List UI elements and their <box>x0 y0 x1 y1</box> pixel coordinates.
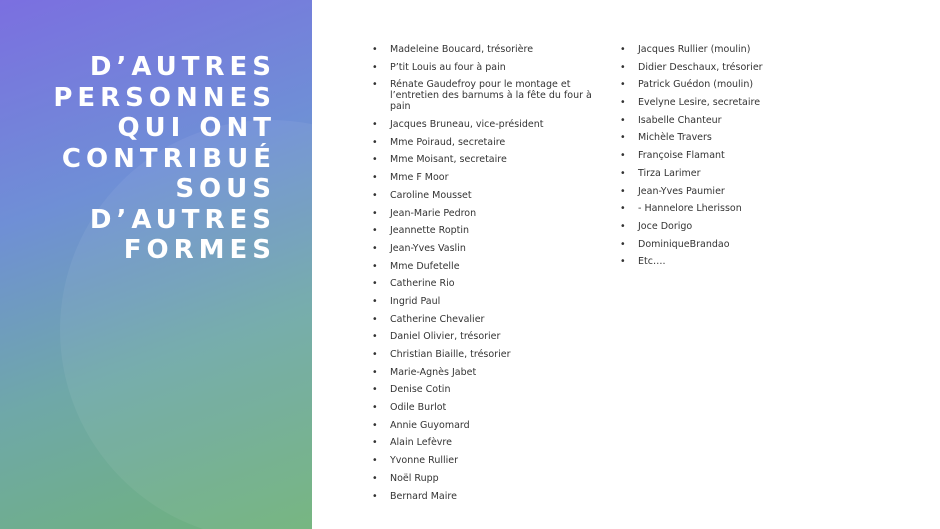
list-item: • Jean-Yves Paumier <box>620 186 820 197</box>
slide-title <box>53 52 276 266</box>
list-item: • Marie-Agnès Jabet <box>372 367 612 378</box>
list-item: • DominiqueBrandao <box>620 239 820 250</box>
list-item: • Bernard Maire <box>372 491 612 502</box>
list-item: • Jeannette Roptin <box>372 225 612 236</box>
list-item: • Michèle Travers <box>620 132 820 143</box>
list-item: • Yvonne Rullier <box>372 455 612 466</box>
title-line: SOUS <box>175 174 276 204</box>
title-line: CONTRIBUÉ <box>61 143 276 174</box>
list-item: • Rénate Gaudefroy pour le montage et l’entretien des barnums à la fête du four à pain <box>372 79 612 112</box>
list-item: • Jean-Yves Vaslin <box>372 243 612 254</box>
list-item: • - Hannelore Lherisson <box>620 203 820 214</box>
list-item: • Noël Rupp <box>372 473 612 484</box>
list-item: • Jacques Rullier (moulin) <box>620 44 820 55</box>
list-item: • Tirza Larimer <box>620 168 820 179</box>
contributors-list-1 <box>372 44 612 508</box>
list-item: • P’tit Louis au four à pain <box>372 62 612 73</box>
list-item: • Mme F Moor <box>372 172 612 183</box>
list-item: • Alain Lefèvre <box>372 437 612 448</box>
list-item: • Caroline Mousset <box>372 190 612 201</box>
list-item: • Evelyne Lesire, secretaire <box>620 97 820 108</box>
list-item: • Daniel Olivier, trésorier <box>372 331 612 342</box>
list-item: • Mme Poiraud, secretaire <box>372 137 612 148</box>
list-item: • Jacques Bruneau, vice-président <box>372 119 612 130</box>
list-item: • Isabelle Chanteur <box>620 115 820 126</box>
list-item: • Françoise Flamant <box>620 150 820 161</box>
contributors-list-2 <box>620 44 820 274</box>
list-item: • Jean-Marie Pedron <box>372 208 612 219</box>
list-item: • Catherine Chevalier <box>372 314 612 325</box>
title-panel <box>0 0 312 529</box>
list-item: • Madeleine Boucard, trésorière <box>372 44 612 55</box>
title-line: QUI ONT <box>117 113 276 143</box>
list-item: • Odile Burlot <box>372 402 612 413</box>
list-item: • Denise Cotin <box>372 384 612 395</box>
list-item: • Annie Guyomard <box>372 420 612 431</box>
list-item: • Joce Dorigo <box>620 221 820 232</box>
list-item: • Didier Deschaux, trésorier <box>620 62 820 73</box>
title-line: D’AUTRES <box>89 52 276 82</box>
list-item: • Mme Moisant, secretaire <box>372 154 612 165</box>
list-item: • Catherine Rio <box>372 278 612 289</box>
title-line: FORMES <box>123 235 276 265</box>
list-item: • Ingrid Paul <box>372 296 612 307</box>
title-line: D’AUTRES <box>89 204 276 235</box>
list-item: • Mme Dufetelle <box>372 261 612 272</box>
list-item: • Patrick Guédon (moulin) <box>620 79 820 90</box>
title-line: PERSONNES <box>53 82 276 113</box>
list-item: • Etc…. <box>620 256 820 267</box>
list-item: • Christian Biaille, trésorier <box>372 349 612 360</box>
